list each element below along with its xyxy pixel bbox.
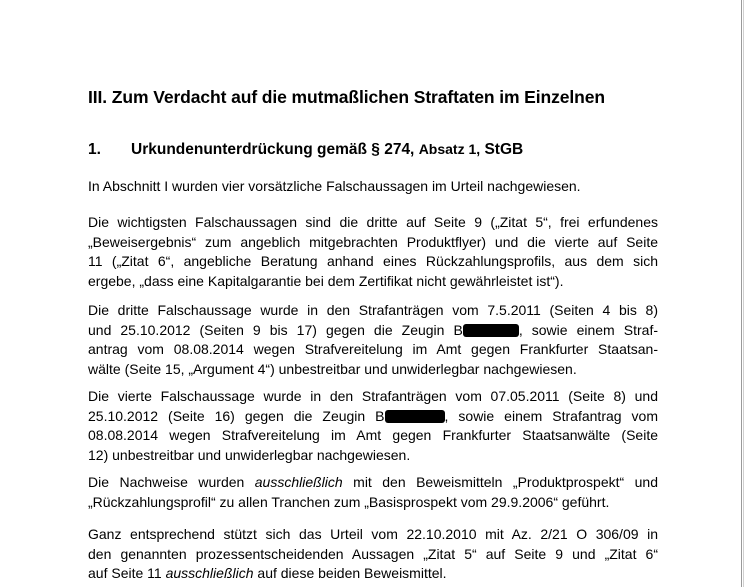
paragraph-line: „Rückzahlungsprofil“ zu allen Tranchen zum „Basisprospekt vom 29.9.2006“ geführt. (88, 493, 610, 510)
subsection-number: 1. (88, 141, 101, 158)
paragraph-1 (88, 177, 658, 197)
subsection-heading (88, 141, 523, 159)
paragraph-2 (88, 213, 658, 291)
subsection-title-paragraph: Absatz 1, (418, 141, 481, 157)
paragraph-line: 12) unbestreitbar und unwiderlegbar nachgewiesen. (88, 446, 411, 463)
paragraph-line: den genannten prozessentscheidenden Aussagen „Zitat 5“ auf Seite 9 und „Zitat 6“ (88, 545, 658, 562)
paragraph-line: Ganz entsprechend stützt sich das Urteil vom 22.10.2010 mit Az. 2/21 O 306/09 in (88, 526, 658, 542)
paragraph-line: ergebe, „dass eine Kapitalgarantie bei dem Zertifikat nicht gewährleistet ist“). (88, 272, 564, 289)
paragraph-line: 11 („Zitat 6“, angebliche Beratung anhand eines Rückzahlungsprofils, aus dem sich (88, 253, 658, 269)
paragraph-line: Die wichtigsten Falschaussagen sind die dritte auf Seite 9 („Zitat 5“, frei erfundenes (88, 214, 658, 230)
subsection-title-law: StGB (484, 141, 524, 158)
line-segment: , sowie einem Strafantrag vom (444, 407, 658, 424)
redaction-box (463, 324, 519, 337)
paragraph-6 (88, 525, 658, 584)
line-segment: , sowie einem Straf- (518, 321, 658, 338)
paragraph-line (88, 473, 658, 493)
emphasis-text: ausschließlich (254, 474, 343, 490)
paragraph-5 (88, 473, 658, 512)
paragraph-3 (88, 301, 658, 379)
section-heading: III. Zum Verdacht auf die mutmaßlichen Straftaten im Einzelnen (88, 87, 605, 107)
line-segment: mit den Beweismitteln „Produktprospekt“ und (342, 474, 658, 490)
line-segment: 25.10.2012 (Seite 16) gegen die Zeugin B (88, 407, 385, 424)
paragraph-line: Die dritte Falschaussage wurde in den Strafanträgen vom 7.5.2011 (Seiten 4 bis 8) (88, 302, 658, 318)
paragraph-line: 08.08.2014 wegen Strafvereitelung im Amt gegen Frankfurter Staatsanwälte (Seite (88, 427, 658, 443)
line-segment: Die Nachweise wurden (88, 474, 255, 490)
paragraph-line: „Beweisergebnis“ zum angeblich mitgebrachten Produktflyer) und die vierte auf Seite (88, 233, 658, 250)
paragraph-line (88, 564, 658, 584)
paragraph-line (88, 407, 658, 427)
paragraph-line: In Abschnitt I wurden vier vorsätzliche Falschaussagen im Urteil nachgewiesen. (88, 178, 581, 194)
redaction-box (385, 410, 445, 423)
paragraph-line: antrag vom 08.08.2014 wegen Strafvereitelung im Amt gegen Frankfurter Staatsan- (88, 341, 658, 357)
paragraph-4 (88, 387, 658, 465)
window-edge-divider (741, 0, 746, 587)
paragraph-line: wälte (Seite 15, „Argument 4“) unbestreitbar und unwiderlegbar nachgewiesen. (88, 360, 577, 377)
paragraph-line (88, 321, 658, 341)
subsection-title: Urkundenunterdrückung gemäß § 274, (131, 141, 415, 158)
line-segment: und 25.10.2012 (Seiten 9 bis 17) gegen die Zeugin B (88, 321, 463, 338)
paragraph-line: Die vierte Falschaussage wurde in den Strafanträgen vom 07.05.2011 (Seite 8) und (88, 388, 658, 404)
line-segment: auf Seite 11 (88, 565, 166, 581)
line-segment: auf diese beiden Beweismittel. (253, 565, 447, 581)
emphasis-text: ausschließlich (165, 565, 254, 581)
